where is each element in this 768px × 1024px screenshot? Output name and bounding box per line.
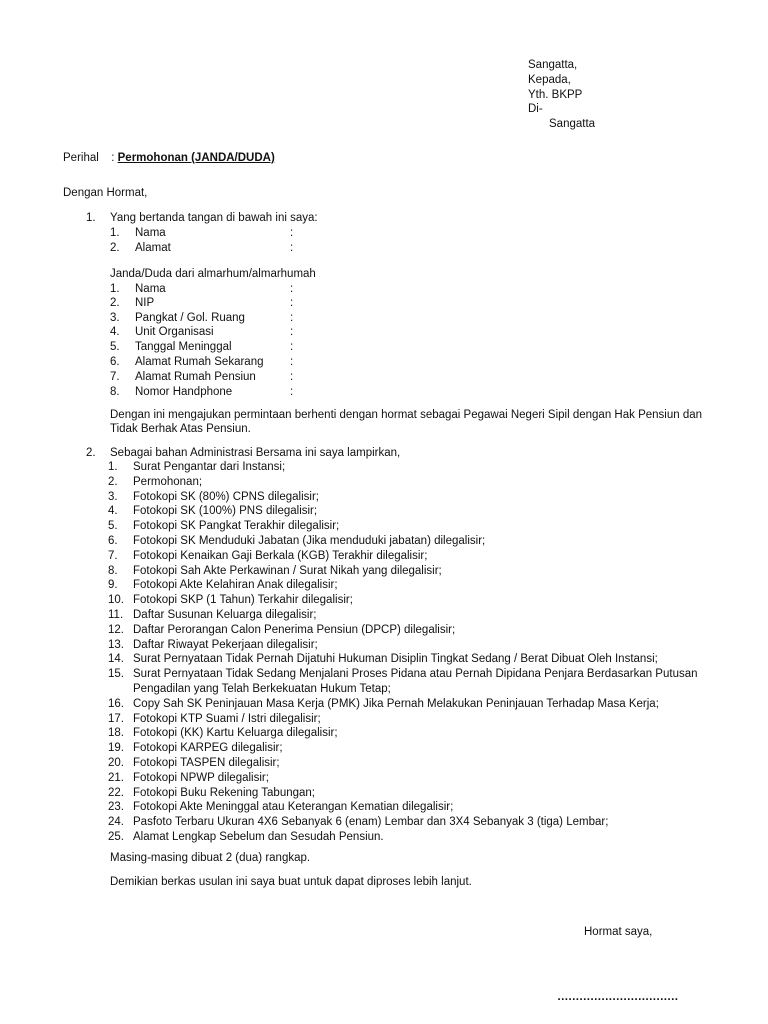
field-number: 5.: [110, 341, 120, 353]
list-item: [108, 490, 733, 505]
field-colon: :: [290, 371, 294, 383]
item-text: Fotokopi KARPEG dilegalisir;: [133, 742, 283, 755]
item-text: Fotokopi SK (100%) PNS dilegalisir;: [133, 505, 318, 518]
deceased-field: [110, 296, 293, 311]
item-number: 6.: [108, 534, 118, 547]
list-item: [108, 475, 733, 490]
field-colon: :: [290, 386, 294, 398]
section1-intro: Yang bertanda tangan di bawah ini saya:: [110, 212, 318, 224]
item-text: Fotokopi (KK) Kartu Keluarga dilegalisir;: [133, 727, 338, 740]
list-item: [108, 564, 733, 579]
field-label: Nama: [135, 283, 166, 295]
request-line-2: Tidak Berhak Atas Pensiun.: [110, 423, 251, 435]
item-number: 18.: [108, 727, 124, 740]
field-number: 2.: [110, 297, 120, 309]
item-number: 24.: [108, 816, 124, 829]
section2-intro: Sebagai bahan Administrasi Bersama ini saya lampirkan,: [110, 447, 401, 459]
item-number: 11.: [108, 608, 124, 621]
item-number: 14.: [108, 653, 124, 666]
item-number: 21.: [108, 771, 124, 784]
deceased-field: [110, 282, 293, 297]
di-line: Di-: [528, 103, 543, 116]
item-number: 1.: [108, 461, 118, 473]
field-number: 3.: [110, 312, 120, 324]
item-number: 9.: [108, 579, 118, 592]
field-label: Alamat: [135, 242, 171, 254]
list-item: [108, 638, 733, 653]
item-number: 8.: [108, 564, 118, 577]
field-number: 4.: [110, 326, 120, 338]
field-colon: :: [290, 227, 294, 239]
list-item: [108, 771, 733, 786]
deceased-field: [110, 311, 293, 326]
subject-line: [63, 151, 275, 166]
field-label: NIP: [135, 297, 155, 309]
item-text: Alamat Lengkap Sebelum dan Sesudah Pensiun.: [133, 830, 384, 843]
item-text: Surat Pengantar dari Instansi;: [133, 461, 286, 473]
item-text: Fotokopi Kenaikan Gaji Berkala (KGB) Terakhir dilegalisir;: [133, 549, 428, 562]
field-number: 7.: [110, 371, 120, 383]
deceased-intro: Janda/Duda dari almarhum/almarhumah: [110, 268, 316, 280]
item-text: Surat Pernyataan Tidak Pernah Dijatuhi Hukuman Disiplin Tingkat Sedang / Berat Dibuat Oleh Instansi;: [133, 653, 658, 666]
item-text: Fotokopi Buku Rekening Tabungan;: [133, 786, 316, 799]
list-item: [108, 697, 733, 712]
signature-placeholder: ……………………………: [557, 991, 678, 1003]
field-label: Unit Organisasi: [135, 326, 214, 338]
item-text: Permohonan;: [133, 475, 203, 488]
applicant-field: [110, 241, 293, 256]
item-text: Fotokopi SKP (1 Tahun) Terkahir dilegalisir;: [133, 594, 353, 607]
item-number: 17.: [108, 712, 124, 725]
field-colon: :: [290, 242, 294, 254]
item-number: 20.: [108, 756, 124, 769]
item-text: Fotokopi SK Menduduki Jabatan (Jika menduduki jabatan) dilegalisir;: [133, 534, 486, 547]
item-text: Daftar Perorangan Calon Penerima Pensiun (DPCP) dilegalisir;: [133, 623, 456, 636]
item-text: Fotokopi Akte Kelahiran Anak dilegalisir;: [133, 579, 338, 592]
attachment-list: [108, 460, 733, 845]
list-item: [108, 504, 733, 519]
section1-number: 1.: [86, 212, 96, 224]
subject-value: Permohonan (JANDA/DUDA): [117, 152, 275, 164]
list-item: [108, 815, 733, 830]
item-number: 13.: [108, 638, 124, 651]
list-item: [108, 712, 733, 727]
list-item: [108, 756, 733, 771]
field-colon: :: [290, 341, 294, 353]
recipient-address: [528, 58, 595, 132]
item-number: 4.: [108, 505, 118, 518]
subject-separator: :: [111, 152, 115, 164]
yth-line: Yth. BKPP: [528, 88, 583, 101]
list-item: [108, 800, 733, 815]
item-text: Fotokopi TASPEN dilegalisir;: [133, 756, 280, 769]
item-number: 7.: [108, 549, 118, 562]
item-text-continued: Pengadilan yang Telah Berkekuatan Hukum Tetap;: [133, 682, 391, 695]
field-colon: :: [290, 283, 294, 295]
item-text: Fotokopi Sah Akte Perkawinan / Surat Nikah yang dilegalisir;: [133, 564, 442, 577]
list-item: [108, 830, 733, 845]
field-number: 1.: [110, 283, 120, 295]
list-item: [108, 519, 733, 534]
field-number: 1.: [110, 227, 120, 239]
item-number: 16.: [108, 697, 124, 710]
field-number: 6.: [110, 356, 120, 368]
list-item: [108, 460, 733, 475]
item-text: Surat Pernyataan Tidak Sedang Menjalani Proses Pidana atau Pernah Dipidana Penjara Berdasarkan Putusan: [133, 668, 698, 681]
item-number: 22.: [108, 786, 124, 799]
closing-statement: Demikian berkas usulan ini saya buat untuk dapat diproses lebih lanjut.: [110, 876, 472, 888]
list-item: [108, 549, 733, 564]
item-text: Fotokopi SK (80%) CPNS dilegalisir;: [133, 490, 319, 503]
list-item: [108, 578, 733, 593]
deceased-field: [110, 340, 293, 355]
field-label: Tanggal Meninggal: [135, 341, 232, 353]
request-line-1: Dengan ini mengajukan permintaan berhenti dengan hormat sebagai Pegawai Negeri Sipil dengan Hak Pensiun dan: [110, 409, 703, 421]
field-number: 8.: [110, 386, 120, 398]
deceased-field: [110, 385, 293, 400]
list-item: [108, 667, 733, 697]
item-number: 25.: [108, 830, 124, 843]
item-number: 19.: [108, 742, 124, 755]
deceased-field: [110, 325, 293, 340]
item-number: 2.: [108, 475, 118, 488]
item-number: 10.: [108, 594, 124, 607]
item-text: Pasfoto Terbaru Ukuran 4X6 Sebanyak 6 (enam) Lembar dan 3X4 Sebanyak 3 (tiga) Lembar;: [133, 816, 609, 829]
greeting: Dengan Hormat,: [63, 187, 148, 199]
item-text: Fotokopi KTP Suami / Istri dilegalisir;: [133, 712, 321, 725]
item-number: 3.: [108, 490, 118, 503]
section2-number: 2.: [86, 447, 96, 459]
field-colon: :: [290, 297, 294, 309]
signature-salutation: Hormat saya,: [584, 926, 653, 938]
list-item: [108, 786, 733, 801]
list-item: [108, 726, 733, 741]
list-item: [108, 608, 733, 623]
item-number: 12.: [108, 623, 124, 636]
field-label: Pangkat / Gol. Ruang: [135, 312, 245, 324]
list-item: [108, 741, 733, 756]
place-line: Sangatta: [549, 118, 596, 131]
item-text: Fotokopi Akte Meninggal atau Keterangan Kematian dilegalisir;: [133, 801, 454, 814]
list-item: [108, 534, 733, 549]
to-line: Kepada,: [528, 73, 571, 86]
list-item: [108, 593, 733, 608]
field-number: 2.: [110, 242, 120, 254]
field-colon: :: [290, 312, 294, 324]
field-label: Alamat Rumah Pensiun: [135, 371, 256, 383]
deceased-field: [110, 355, 293, 370]
field-colon: :: [290, 326, 294, 338]
item-text: Copy Sah SK Peninjauan Masa Kerja (PMK) Jika Pernah Melakukan Peninjauan Terhadap Masa Kerja;: [133, 697, 659, 710]
item-text: Fotokopi NPWP dilegalisir;: [133, 771, 269, 784]
item-number: 5.: [108, 520, 118, 533]
field-label: Alamat Rumah Sekarang: [135, 356, 264, 368]
deceased-field: [110, 370, 293, 385]
item-number: 23.: [108, 801, 124, 814]
field-label: Nama: [135, 227, 166, 239]
city-line: Sangatta,: [528, 59, 578, 71]
field-colon: :: [290, 356, 294, 368]
list-item: [108, 623, 733, 638]
applicant-field: [110, 226, 293, 241]
subject-label: Perihal: [63, 152, 99, 164]
copies-note: Masing-masing dibuat 2 (dua) rangkap.: [110, 852, 311, 864]
item-text: Daftar Riwayat Pekerjaan dilegalisir;: [133, 638, 318, 651]
item-text: Fotokopi SK Pangkat Terakhir dilegalisir;: [133, 520, 340, 533]
item-number: 15.: [108, 668, 124, 681]
item-text: Daftar Susunan Keluarga dilegalisir;: [133, 608, 317, 621]
field-label: Nomor Handphone: [135, 386, 233, 398]
list-item: [108, 652, 733, 667]
